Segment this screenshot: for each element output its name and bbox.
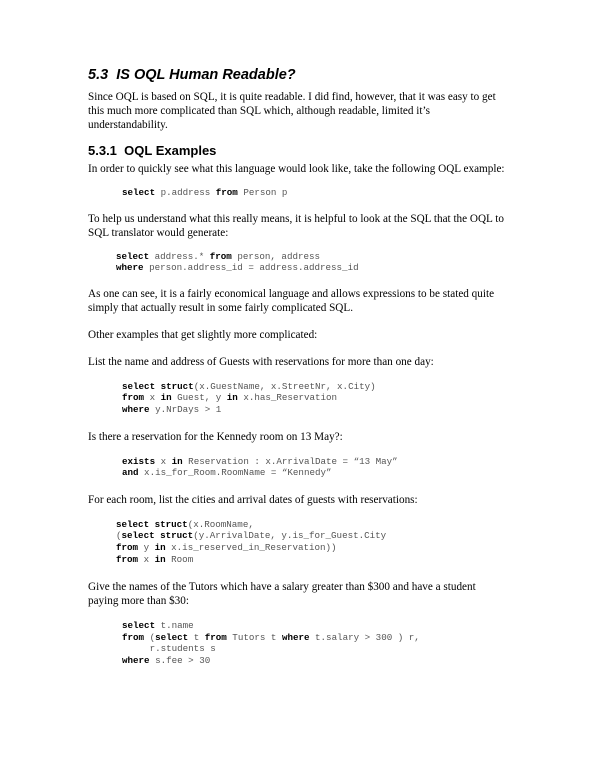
paragraph-kennedy-example: Is there a reservation for the Kennedy room on 13 May?: [88,430,343,443]
code-line [122,655,506,667]
code-line [122,187,506,199]
paragraph-other-examples: Other examples that get slightly more complicated: [88,328,318,341]
code-text: Guest, y [171,392,227,404]
code-keyword: select [155,631,189,643]
code-text: x.is_for_Room.RoomName = “Kennedy” [138,467,332,479]
code-block-tutors [122,620,506,666]
code-text: address.* [149,250,210,262]
code-keyword: select struct [121,530,194,542]
code-keyword: select [122,620,156,632]
code-text: (x.GuestName, x.StreetNr, x.City) [193,380,376,392]
code-text: r.students s [122,643,216,655]
code-keyword: exists [122,455,156,467]
section-number: 5.3 [88,67,109,83]
code-text: t.name [155,620,194,632]
code-line [116,519,506,531]
code-keyword: from [215,187,238,198]
subsection-title: OQL Examples [124,143,217,158]
code-line [122,620,506,632]
code-block-oql-example [122,187,506,199]
paragraph-rooms-example: For each room, list the cities and arrival dates of guests with reservations: [88,493,418,506]
code-line [116,530,506,542]
code-keyword: in [154,553,166,565]
paragraph-tutors-example: Give the names of the Tutors which have a salary greater than $300 and have a student paying more than $30: [88,581,476,608]
subsection-heading [88,143,506,159]
code-keyword: where [281,631,310,643]
code-text: Person p [237,187,288,198]
paragraph-oql-intro: In order to quickly see what this language would look like, take the following OQL example: [88,163,505,175]
code-text: t [188,631,205,643]
code-keyword: from [122,631,145,643]
code-text: y.NrDays > 1 [149,403,222,415]
code-line [116,251,506,263]
code-keyword: from [209,250,232,262]
code-keyword: in [171,455,183,467]
code-keyword: in [226,392,238,404]
section-title: IS OQL Human Readable? [116,67,296,83]
code-keyword: in [154,541,166,553]
code-line [122,467,506,479]
code-text: Reservation : x.ArrivalDate = “13 May” [182,455,398,467]
code-line [116,542,506,554]
code-keyword: select [122,187,156,198]
code-line [122,392,506,404]
paragraph-sql-translation: To help us understand what this really means, it is helpful to look at the SQL that the OQL to SQL translator would generate: [88,212,504,239]
code-text: x [144,392,161,404]
code-block-guests [122,381,506,416]
code-text: ( [116,530,122,542]
code-keyword: and [122,467,139,479]
code-text: Tutors t [226,631,282,643]
code-text: person.address_id = address.address_id [143,262,359,274]
code-text: t.salary > 300 ) r, [309,631,420,643]
code-text: Room [165,553,194,565]
paragraph-guests-example: List the name and address of Guests with reservations for more than one day: [88,355,434,368]
code-text: x [155,455,172,467]
code-text: x.has_Reservation [237,392,338,404]
code-line [122,381,506,393]
section-heading [88,66,506,84]
section-intro: Since OQL is based on SQL, it is quite readable. I did find, however, that it was easy to get this much more complicated than SQL which, although readable, limited it’s understandability. [88,91,496,131]
code-line [122,643,506,655]
code-keyword: from [116,541,139,553]
code-block-rooms [116,519,506,565]
code-text: x [138,553,155,565]
subsection-number: 5.3.1 [88,143,117,158]
code-text: y [138,541,155,553]
document-page [88,66,506,667]
code-text: s.fee > 30 [149,654,211,666]
code-keyword: where [122,403,150,415]
code-keyword: select [116,250,150,262]
code-keyword: in [160,392,172,404]
code-keyword: from [122,392,145,404]
code-block-sql-translation [116,251,506,274]
code-line [122,456,506,468]
code-keyword: from [204,631,227,643]
code-text: person, address [231,250,321,262]
code-line [116,262,506,274]
code-keyword: where [116,262,144,274]
code-keyword: select struct [122,380,194,392]
code-text: x.is_reserved_in_Reservation)) [165,541,337,553]
code-line [116,554,506,566]
code-line [122,632,506,644]
code-text: p.address [155,187,216,198]
code-text: (y.ArrivalDate, y.is_for_Guest.City [193,530,387,542]
code-keyword: select struct [116,518,188,530]
code-text: (x.RoomName, [187,518,254,530]
paragraph-economical: As one can see, it is a fairly economical language and allows expressions to be stated quite simply that actually result in some fairly complicated SQL. [88,287,495,314]
code-keyword: where [122,654,150,666]
code-line [122,404,506,416]
code-text: ( [144,631,156,643]
code-block-kennedy [122,456,506,479]
code-keyword: from [116,553,139,565]
